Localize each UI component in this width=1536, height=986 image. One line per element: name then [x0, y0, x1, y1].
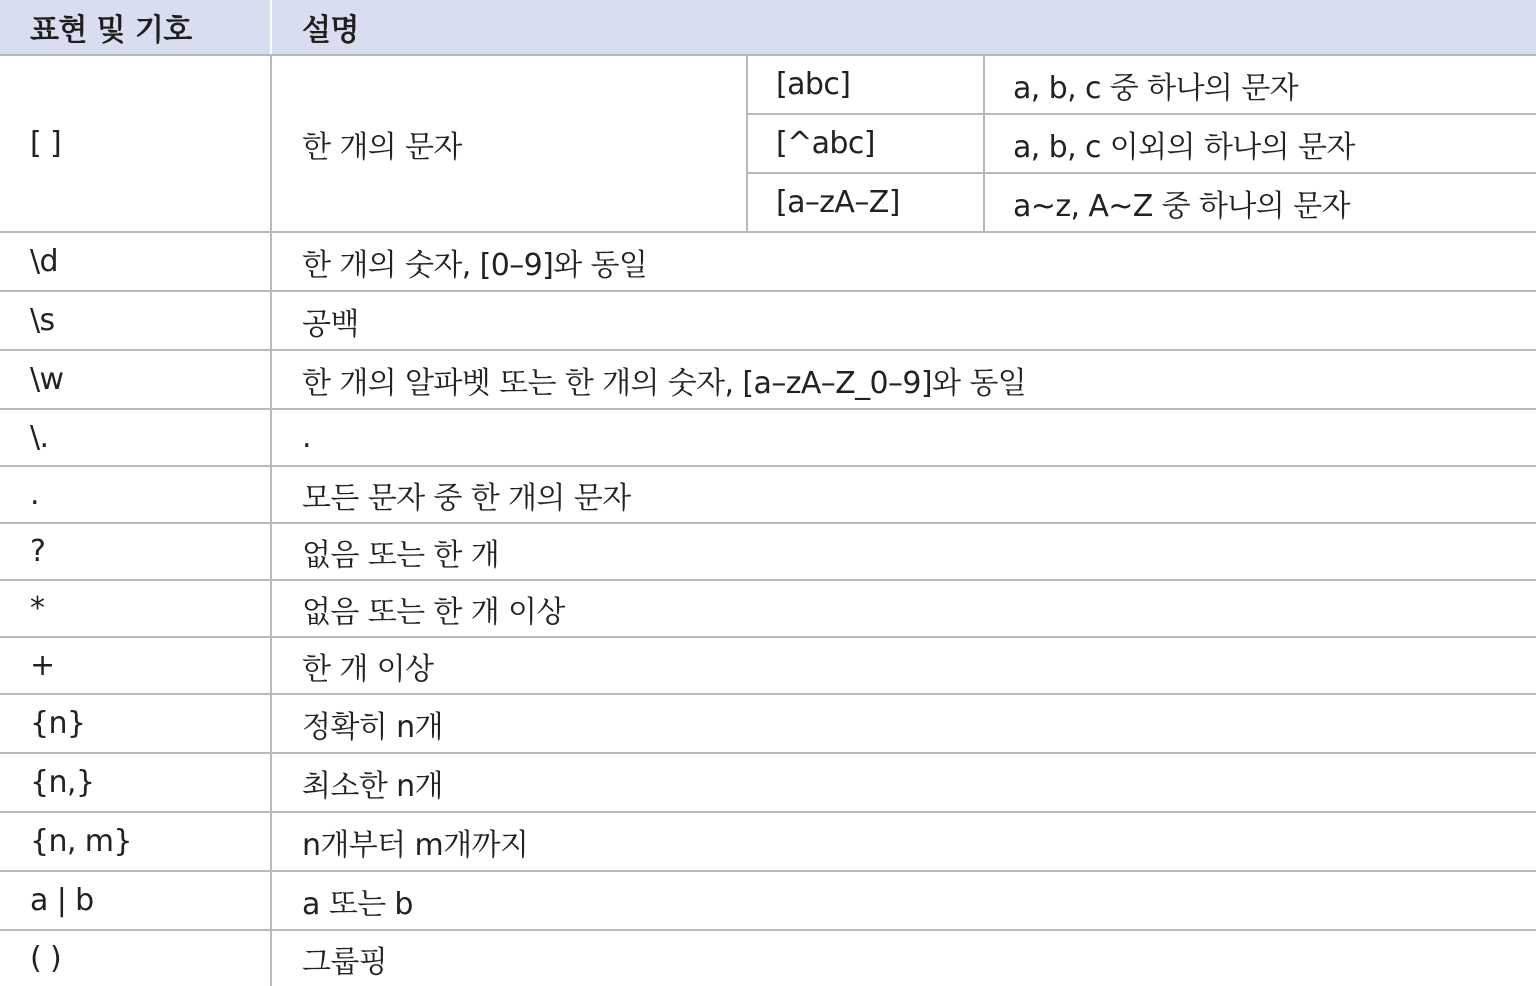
description-cell: 없음 또는 한 개 이상	[302, 594, 565, 630]
table-row	[0, 695, 1536, 754]
sub-meaning-cell: a~z, A~Z 중 하나의 문자	[1013, 188, 1350, 224]
description-cell: 한 개의 문자	[272, 56, 748, 231]
description-cell: 최소한 n개	[302, 768, 443, 804]
table-row	[0, 292, 1536, 351]
expression-cell: \.	[0, 410, 272, 465]
description-cell: 정확히 n개	[302, 709, 443, 745]
table-row	[0, 581, 1536, 638]
sub-meaning-cell: a, b, c 이외의 하나의 문자	[1013, 129, 1355, 165]
description-cell: 공백	[302, 306, 359, 342]
table-row	[0, 233, 1536, 292]
table-row-bracket	[0, 56, 1536, 233]
expression-cell: {n}	[0, 695, 272, 752]
expression-cell: \w	[0, 351, 272, 408]
description-cell: n개부터 m개까지	[302, 827, 529, 863]
expression-cell: +	[0, 638, 272, 693]
expression-cell: ( )	[0, 931, 272, 986]
description-cell: 없음 또는 한 개	[302, 537, 500, 573]
expression-cell: \s	[0, 292, 272, 349]
table-row	[0, 638, 1536, 695]
table-row	[0, 754, 1536, 813]
description-cell: 한 개 이상	[302, 651, 434, 687]
description-cell: 모든 문자 중 한 개의 문자	[302, 480, 631, 516]
expression-cell: ?	[0, 524, 272, 579]
sub-row	[748, 115, 1536, 174]
sub-pattern-cell: [abc]	[748, 56, 985, 113]
expression-cell: [ ]	[0, 56, 272, 231]
expression-cell: *	[0, 581, 272, 636]
header-description: 설명	[302, 13, 359, 48]
description-cell: 한 개의 알파벳 또는 한 개의 숫자, [a–zA–Z_0–9]와 동일	[302, 365, 1027, 401]
sub-row	[748, 56, 1536, 115]
table-header	[0, 0, 1536, 56]
expression-cell: a | b	[0, 872, 272, 929]
table-row	[0, 467, 1536, 524]
description-cell: a 또는 b	[302, 886, 413, 922]
expression-cell: .	[0, 467, 272, 522]
sub-pattern-cell: [^abc]	[748, 115, 985, 172]
table-row	[0, 872, 1536, 931]
table-row	[0, 813, 1536, 872]
description-cell: 한 개의 숫자, [0–9]와 동일	[302, 247, 648, 283]
table-row	[0, 931, 1536, 986]
table-row	[0, 351, 1536, 410]
description-cell: .	[302, 420, 311, 455]
sub-pattern-cell: [a–zA–Z]	[748, 174, 985, 231]
expression-cell: \d	[0, 233, 272, 290]
sub-meaning-cell: a, b, c 중 하나의 문자	[1013, 70, 1298, 106]
expression-cell: {n, m}	[0, 813, 272, 870]
table-row	[0, 524, 1536, 581]
expression-cell: {n,}	[0, 754, 272, 811]
table-row	[0, 410, 1536, 467]
description-cell: 그룹핑	[302, 944, 388, 980]
header-expression: 표현 및 기호	[0, 0, 272, 54]
sub-row	[748, 174, 1536, 231]
